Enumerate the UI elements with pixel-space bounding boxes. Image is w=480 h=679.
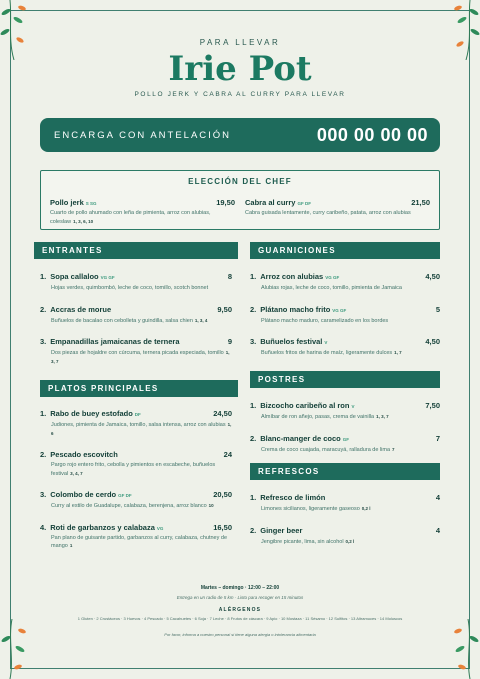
allergen-numbers: 7 (392, 446, 395, 452)
item-price: 4 (435, 525, 440, 535)
item-name: Colombo de cerdo (50, 490, 117, 499)
section-header-principales: PLATOS PRINCIPALES (40, 380, 238, 397)
menu-item (40, 331, 232, 366)
allergen-numbers: 1, 3, 7 (51, 350, 230, 364)
opening-hours: Martes – domingo · 12:00 – 22:00 (200, 585, 280, 591)
item-name: Empanadillas jamaicanas de ternera (50, 337, 180, 346)
diet-tag: VG GF (100, 275, 115, 280)
item-description: Judiones, pimienta de Jamaica, tomillo, salsa intensa, arroz con alubias (51, 422, 226, 428)
item-description: Cabra guisada lentamente, curry caribeño, patata, arroz con alubias (245, 210, 411, 216)
item-description: Pargo rojo entero frito, cebolla y pimientos en escabeche, buñuelos festival (51, 462, 216, 477)
diet-tag: GF DF (297, 201, 311, 206)
item-price: 20,50 (213, 490, 232, 499)
item-description: Limones sicilianos, ligeramente gaseoso (261, 506, 360, 512)
diet-tag: VG GF (332, 307, 347, 313)
allergen-numbers: 1, 6 (51, 422, 232, 436)
item-name: Bizcocho caribeño al ron (260, 401, 350, 410)
menu-item (40, 299, 232, 326)
chef-choice-box (40, 170, 440, 230)
item-number: 1. (250, 272, 257, 281)
menu-item (250, 487, 440, 514)
item-price: 24,50 (213, 409, 232, 418)
item-number: 1. (40, 272, 47, 281)
section-guarniciones (250, 266, 440, 364)
menu-item (40, 444, 232, 478)
item-name: Ginger beer (260, 525, 303, 535)
allergen-numbers: 3, 4, 7 (70, 470, 83, 476)
item-price: 4 (435, 493, 440, 502)
item-number: 1. (250, 401, 257, 410)
item-price: 4,50 (425, 337, 440, 346)
item-price: 5 (435, 304, 440, 314)
diet-tag: VG (156, 525, 164, 531)
menu-item (250, 428, 440, 455)
order-phone[interactable]: 000 00 00 00 (316, 124, 428, 145)
item-description: Alubias rojas, leche de coco, tomillo, pimienta de Jamaica (261, 285, 402, 291)
item-name: Buñuelos festival (260, 337, 323, 346)
item-price: 9 (227, 337, 232, 346)
item-name: Blanc-manger de coco (260, 433, 341, 443)
menu-item (250, 395, 440, 422)
allergen-numbers: 1 (69, 543, 73, 548)
item-description: Buñuelos de bacalao con cebolleta y guindilla, salsa chien (51, 317, 193, 324)
menu-item (40, 517, 232, 551)
item-description: Hojas verdes, quimbombó, leche de coco, tomillo, scotch bonnet (51, 285, 209, 291)
item-description: Dos piezas de hojaldre con cúrcuma, ternera picada especiada, tomillo (51, 350, 224, 356)
item-name: Roti de garbanzos y calabaza (50, 522, 155, 532)
delivery-note: Entrega en un radio de 5 km · Listo para recoger en 15 minutos (176, 595, 304, 600)
item-number: 3. (250, 337, 257, 346)
item-name: Refresco de limón (260, 493, 326, 502)
menu-item (40, 266, 232, 293)
allergen-numbers: 1, 3, 7 (376, 414, 389, 419)
section-header-guarniciones: GUARNICIONES (250, 242, 440, 259)
item-price: 16,50 (213, 522, 232, 532)
item-name: Accras de morue (50, 304, 112, 314)
allergens-note: Por favor, informa a nuestro personal si tiene alguna alergia o intolerancia alimentaria (164, 632, 316, 637)
diet-tag: S SG (85, 201, 97, 206)
item-price: 8 (227, 272, 232, 281)
section-header-refrescos: REFRESCOS (250, 463, 440, 480)
item-price: 21,50 (411, 198, 430, 207)
item-name: Cabra al curry (245, 198, 296, 207)
restaurant-name: Irie Pot (168, 49, 312, 89)
item-number: 3. (40, 337, 47, 346)
menu-item (250, 331, 440, 358)
menu-item (40, 403, 232, 438)
section-refrescos (250, 487, 440, 552)
item-description: Pan plano de guisante partido, garbanzos al curry, calabaza, chutney de mango (51, 534, 228, 549)
diet-tag: GF DF (118, 493, 132, 498)
menu-item (250, 266, 440, 293)
item-description: Cuarto de pollo ahumado con leña de pimienta, arroz con alubias, coleslaw (50, 210, 211, 225)
allergen-numbers: 0,2 l (345, 538, 355, 544)
section-postres (250, 395, 440, 460)
item-number: 2. (40, 450, 47, 459)
item-name: Pescado escovitch (50, 450, 118, 459)
item-price: 7,50 (425, 401, 440, 410)
chef-choice-title: ELECCIÓN DEL CHEF (188, 177, 292, 186)
section-principales (40, 403, 232, 557)
item-number: 1. (250, 493, 257, 502)
allergen-numbers: 1, 3, 4 (194, 317, 208, 323)
item-name: Plátano macho frito (260, 304, 331, 314)
item-description: Jengibre picante, lima, sin alcohol (261, 538, 344, 545)
menu-item (250, 299, 440, 326)
item-number: 2. (250, 525, 257, 535)
menu-item (40, 484, 232, 511)
order-label: ENCARGA CON ANTELACIÓN (54, 129, 232, 141)
section-header-postres: POSTRES (250, 371, 440, 388)
header-eyebrow: PARA LLEVAR (199, 38, 281, 47)
chef-item (50, 192, 235, 226)
item-price: 19,50 (216, 198, 235, 207)
allergens-title: ALÉRGENOS (218, 607, 262, 613)
allergen-numbers: 0,2 l (361, 506, 371, 511)
item-description: Crema de coco cuajada, maracuyá, ralladura de lima (261, 446, 391, 453)
diet-tag: GF (342, 436, 349, 442)
item-number: 2. (40, 304, 47, 314)
item-name: Sopa callaloo (50, 272, 99, 281)
order-banner (40, 118, 440, 152)
diet-tag: DF (134, 412, 141, 417)
item-name: Arroz con alubias (260, 272, 324, 281)
menu-item (250, 520, 440, 547)
item-number: 1. (40, 409, 47, 418)
section-entrantes (40, 266, 232, 372)
item-price: 24 (223, 450, 232, 459)
diet-tag: V (324, 340, 328, 345)
allergen-numbers: 1, 7 (394, 350, 402, 355)
header-subtitle: POLLO JERK Y CABRA AL CURRY PARA LLEVAR (134, 91, 346, 98)
item-price: 9,50 (217, 304, 232, 314)
item-price: 4,50 (425, 272, 440, 281)
chef-item (245, 192, 430, 226)
item-description: Plátano macho maduro, caramelizado en los bordes (261, 317, 389, 324)
leaf-decoration-bottom-right (440, 619, 480, 679)
item-description: Curry al estilo de Guadalupe, calabaza, berenjena, arroz blanco (51, 503, 207, 509)
item-price: 7 (435, 433, 440, 443)
item-name: Rabo de buey estofado (50, 409, 133, 418)
item-description: Buñuelos fritos de harina de maíz, ligeramente dulces (261, 350, 393, 356)
item-number: 3. (40, 490, 47, 499)
item-description: Almíbar de ron añejo, pasas, crema de vainilla (261, 414, 375, 420)
allergen-numbers: 1, 3, 6, 10 (73, 218, 94, 224)
item-number: 2. (250, 433, 257, 443)
item-name: Pollo jerk (50, 198, 84, 207)
leaf-decoration-bottom-left (0, 619, 40, 679)
item-number: 2. (250, 304, 257, 314)
diet-tag: V (351, 404, 355, 409)
section-header-entrantes: ENTRANTES (34, 242, 238, 259)
item-number: 4. (40, 522, 47, 532)
diet-tag: VG GF (325, 275, 340, 280)
allergen-numbers: 10 (208, 503, 214, 508)
allergens-list: 1 Gluten · 2 Crustáceos · 3 Huevos · 4 Pescado · 5 Cacahuetes · 6 Soja · 7 Leche · 8 Frutos de cáscara · 9 Apio · 10 Mostaza · 11 Sésamo · 12 Sulfitos · 13 Altramuces · 14 Moluscos (77, 616, 403, 621)
menu-header (0, 38, 480, 98)
